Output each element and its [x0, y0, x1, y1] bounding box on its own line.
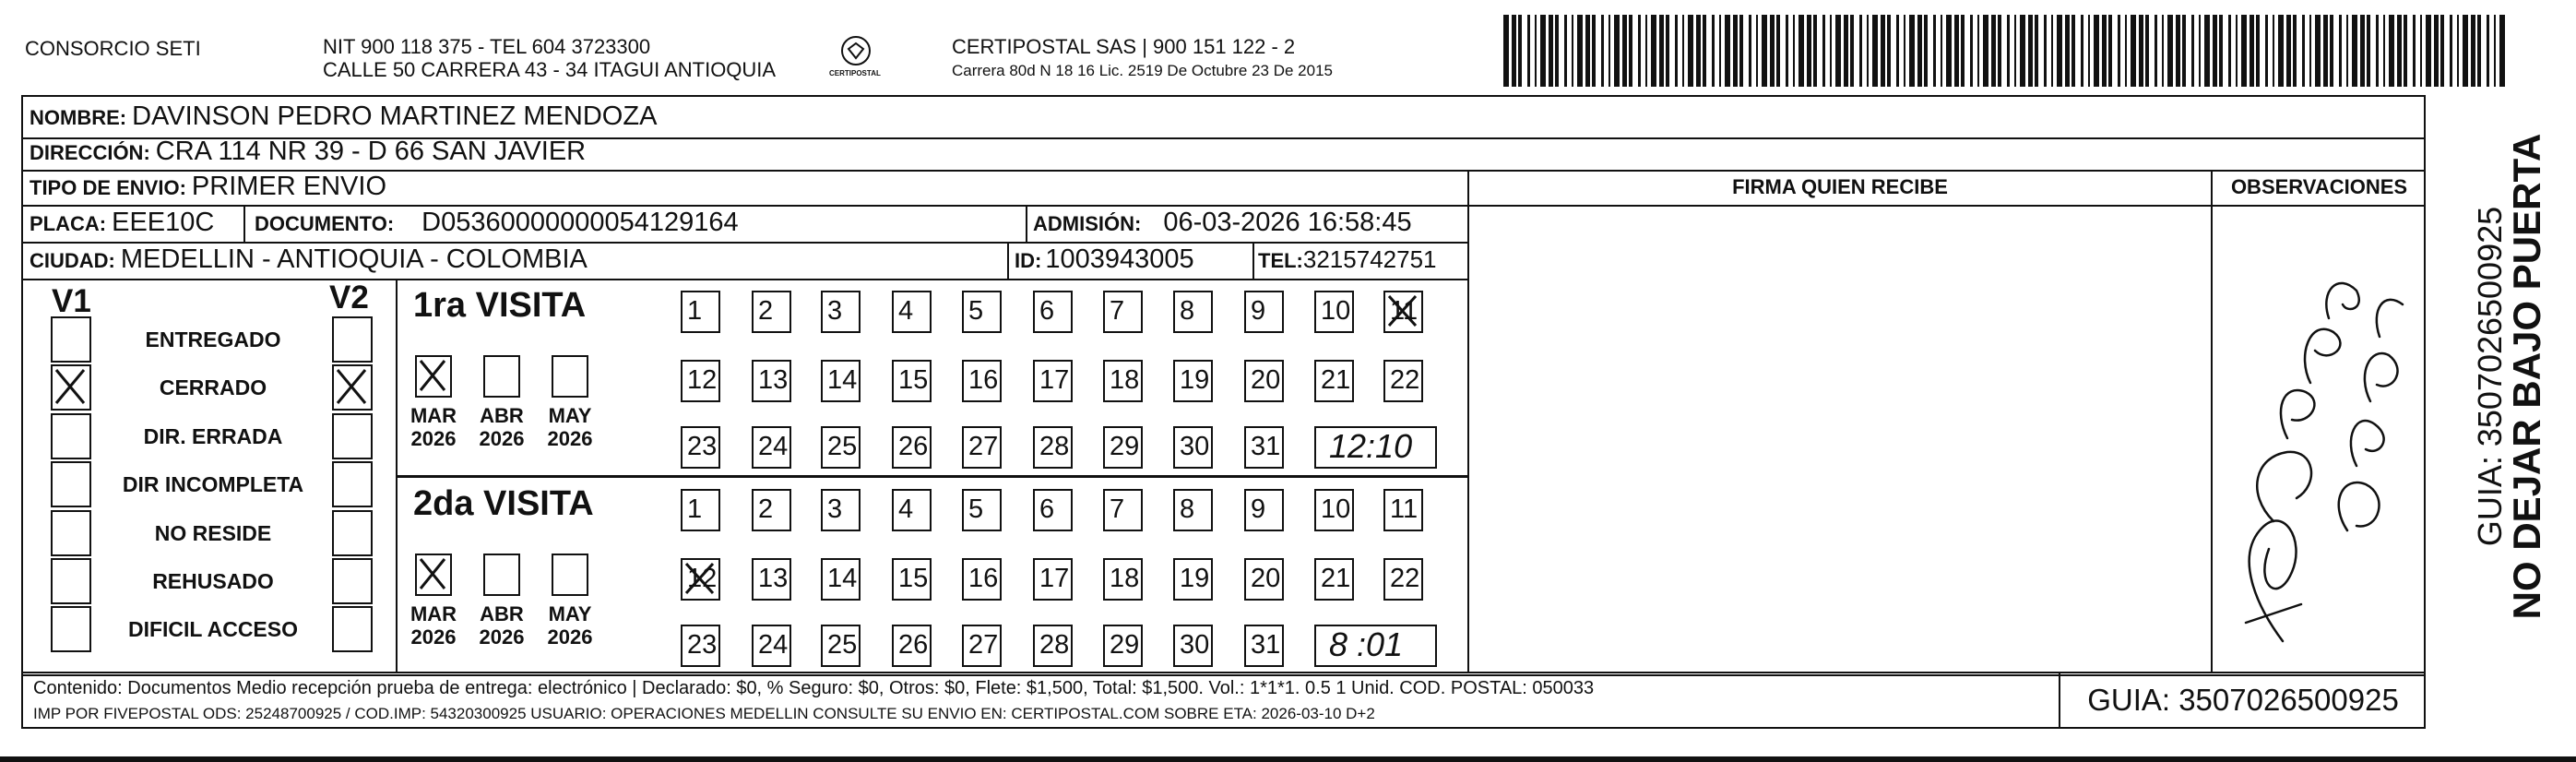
day-box[interactable]: 1: [681, 489, 720, 531]
day-box[interactable]: 9: [1244, 291, 1284, 333]
day-box[interactable]: 18: [1103, 360, 1143, 402]
v2-checkbox-4[interactable]: [332, 461, 373, 507]
day-box[interactable]: 30: [1173, 625, 1213, 667]
day-box[interactable]: 17: [1033, 558, 1073, 601]
day-box[interactable]: 31: [1244, 625, 1284, 667]
day-box[interactable]: 7: [1103, 489, 1143, 531]
month-checkbox-abr[interactable]: [483, 554, 520, 596]
day-box[interactable]: 22: [1383, 558, 1423, 601]
recipient-signature: [2218, 254, 2421, 660]
firma-header: FIRMA QUIEN RECIBE: [1732, 175, 1948, 198]
day-box[interactable]: 3: [821, 291, 861, 333]
day-box[interactable]: 31: [1244, 426, 1284, 469]
day-box[interactable]: 13: [752, 558, 791, 601]
day-box[interactable]: 5: [962, 291, 1002, 333]
day-box[interactable]: 16: [962, 360, 1002, 402]
tel-value: 3215742751: [1302, 245, 1437, 273]
day-box[interactable]: 17: [1033, 360, 1073, 402]
month-checkbox-mar[interactable]: [415, 355, 452, 398]
v1-checkbox-6[interactable]: [51, 558, 91, 604]
nombre-row: NOMBRE: DAVINSON PEDRO MARTINEZ MENDOZA: [30, 101, 658, 131]
day-box[interactable]: 23: [681, 625, 720, 667]
day-box[interactable]: 12: [681, 558, 720, 601]
direccion-row: DIRECCIÓN: CRA 114 NR 39 - D 66 SAN JAVIER: [30, 137, 587, 166]
day-box[interactable]: 26: [892, 426, 932, 469]
visit-title-1: 1ra VISITA: [413, 286, 587, 325]
day-box[interactable]: 7: [1103, 291, 1143, 333]
v1-checkbox-7[interactable]: [51, 606, 91, 652]
v2-checkbox-7[interactable]: [332, 606, 373, 652]
day-box[interactable]: 11: [1383, 489, 1423, 531]
day-box[interactable]: 24: [752, 426, 791, 469]
tipo-envio-row: TIPO DE ENVIO: PRIMER ENVIO: [30, 172, 387, 201]
day-box[interactable]: 2: [752, 489, 791, 531]
month-checkbox-abr[interactable]: [483, 355, 520, 398]
status-label: DIR INCOMPLETA: [122, 472, 304, 496]
v1-checkbox-3[interactable]: [51, 413, 91, 459]
day-box[interactable]: 5: [962, 489, 1002, 531]
month-checkbox-mar[interactable]: [415, 554, 452, 596]
day-box[interactable]: 1: [681, 291, 720, 333]
id-field: ID: 1003943005: [1015, 244, 1194, 274]
license-line: Carrera 80d N 18 16 Lic. 2519 De Octubre 23 De 2015: [952, 62, 1333, 79]
tipo-envio-value: PRIMER ENVIO: [191, 172, 387, 201]
visit-time-2[interactable]: 8 :01: [1314, 625, 1437, 667]
ciudad-value: MEDELLIN - ANTIOQUIA - COLOMBIA: [120, 244, 588, 274]
status-label: ENTREGADO: [145, 327, 281, 351]
status-label: NO RESIDE: [154, 521, 272, 545]
day-box[interactable]: 10: [1314, 291, 1354, 333]
day-box[interactable]: 18: [1103, 558, 1143, 601]
nombre-value: DAVINSON PEDRO MARTINEZ MENDOZA: [132, 101, 658, 131]
v2-checkbox-5[interactable]: [332, 510, 373, 556]
admision-field: ADMISIÓN: 06-03-2026 16:58:45: [1033, 208, 1412, 237]
placa-value: EEE10C: [112, 208, 215, 237]
status-label: DIR. ERRADA: [143, 424, 283, 448]
day-box[interactable]: 28: [1033, 426, 1073, 469]
ciudad-field: CIUDAD: MEDELLIN - ANTIOQUIA - COLOMBIA: [30, 244, 588, 274]
day-box[interactable]: 15: [892, 360, 932, 402]
barcode: [1503, 15, 2509, 89]
month-label: MAY 2026: [547, 602, 593, 649]
day-box[interactable]: 8: [1173, 291, 1213, 333]
day-box[interactable]: 28: [1033, 625, 1073, 667]
day-box[interactable]: 29: [1103, 625, 1143, 667]
side-guia: GUIA: 3507026500925: [2471, 206, 2509, 547]
v2-checkbox-1[interactable]: [332, 316, 373, 363]
day-box[interactable]: 12: [681, 360, 720, 402]
v1-header: V1: [52, 283, 91, 319]
day-box[interactable]: 6: [1033, 489, 1073, 531]
month-label: MAR 2026: [410, 404, 457, 450]
day-box[interactable]: 14: [821, 360, 861, 402]
month-checkbox-may[interactable]: [552, 554, 588, 596]
v2-checkbox-2[interactable]: [332, 364, 373, 411]
status-label: REHUSADO: [152, 569, 274, 593]
day-box[interactable]: 11: [1383, 291, 1423, 333]
documento-field: DOCUMENTO: D05360000000054129164: [255, 208, 739, 237]
month-checkbox-may[interactable]: [552, 355, 588, 398]
direccion-value: CRA 114 NR 39 - D 66 SAN JAVIER: [155, 137, 587, 166]
day-box[interactable]: 21: [1314, 360, 1354, 402]
v1-checkbox-1[interactable]: [51, 316, 91, 363]
placa-field: PLACA: EEE10C: [30, 208, 215, 237]
v1-checkbox-5[interactable]: [51, 510, 91, 556]
day-box[interactable]: 2: [752, 291, 791, 333]
day-box[interactable]: 8: [1173, 489, 1213, 531]
company-name: CONSORCIO SETI: [25, 37, 201, 60]
admision-value: 06-03-2026 16:58:45: [1163, 208, 1412, 237]
day-box[interactable]: 26: [892, 625, 932, 667]
certipostal-logo: CERTIPOSTAL: [833, 30, 879, 86]
address-line: CALLE 50 CARRERA 43 - 34 ITAGUI ANTIOQUIA: [323, 58, 777, 81]
v2-checkbox-6[interactable]: [332, 558, 373, 604]
day-box[interactable]: 27: [962, 625, 1002, 667]
day-box[interactable]: 30: [1173, 426, 1213, 469]
page-edge: [0, 756, 2576, 762]
imp-text: IMP POR FIVEPOSTAL ODS: 25248700925 / COD.IMP: 54320300925 USUARIO: OPERACIONES MEDELLIN CONSULTE SU ENVIO EN: CERTIPOSTAL.COM SOBRE ETA: 2026-03-10 D+2: [33, 705, 1375, 722]
day-box[interactable]: 9: [1244, 489, 1284, 531]
month-label: MAY 2026: [547, 404, 593, 450]
day-box[interactable]: 25: [821, 426, 861, 469]
day-box[interactable]: 21: [1314, 558, 1354, 601]
day-box[interactable]: 22: [1383, 360, 1423, 402]
day-box[interactable]: 29: [1103, 426, 1143, 469]
day-box[interactable]: 3: [821, 489, 861, 531]
day-box[interactable]: 23: [681, 426, 720, 469]
day-box[interactable]: 13: [752, 360, 791, 402]
carrier-line: CERTIPOSTAL SAS | 900 151 122 - 2: [952, 35, 1296, 58]
day-box[interactable]: 4: [892, 291, 932, 333]
day-box[interactable]: 16: [962, 558, 1002, 601]
month-label: ABR 2026: [479, 404, 525, 450]
day-box[interactable]: 24: [752, 625, 791, 667]
day-box[interactable]: 15: [892, 558, 932, 601]
day-box[interactable]: 4: [892, 489, 932, 531]
documento-value: D05360000000054129164: [421, 208, 739, 237]
v2-checkbox-3[interactable]: [332, 413, 373, 459]
observaciones-header: OBSERVACIONES: [2230, 175, 2408, 198]
day-box[interactable]: 19: [1173, 558, 1213, 601]
status-label: CERRADO: [159, 375, 267, 399]
month-label: MAR 2026: [410, 602, 457, 649]
day-box[interactable]: 25: [821, 625, 861, 667]
visit-title-2: 2da VISITA: [413, 484, 594, 523]
v1-checkbox-2[interactable]: [51, 364, 91, 411]
month-label: ABR 2026: [479, 602, 525, 649]
day-box[interactable]: 10: [1314, 489, 1354, 531]
no-dejar-bajo-puerta: NO DEJAR BAJO PUERTA: [2505, 133, 2548, 620]
day-box[interactable]: 19: [1173, 360, 1213, 402]
day-box[interactable]: 6: [1033, 291, 1073, 333]
day-box[interactable]: 27: [962, 426, 1002, 469]
nit-line: NIT 900 118 375 - TEL 604 3723300: [323, 35, 651, 58]
id-value: 1003943005: [1045, 244, 1194, 274]
day-box[interactable]: 20: [1244, 558, 1284, 601]
status-label: DIFICIL ACCESO: [127, 617, 298, 641]
contenido-text: Contenido: Documentos Medio recepción prueba de entrega: electrónico | Declarado: $0, % Seguro: $0, Otros: $0, Flete: $1,500, Total: $1,500. Vol.: 1*1*1. 0.5 1 Unid. COD. POSTAL: 050033: [33, 678, 1595, 698]
day-box[interactable]: 20: [1244, 360, 1284, 402]
day-box[interactable]: 14: [821, 558, 861, 601]
v2-header: V2: [329, 280, 369, 316]
footer-guia: GUIA: 3507026500925: [2087, 683, 2399, 717]
visit-time-1[interactable]: 12:10: [1314, 426, 1437, 469]
tel-field: TEL: 3215742751: [1258, 245, 1437, 273]
v1-checkbox-4[interactable]: [51, 461, 91, 507]
